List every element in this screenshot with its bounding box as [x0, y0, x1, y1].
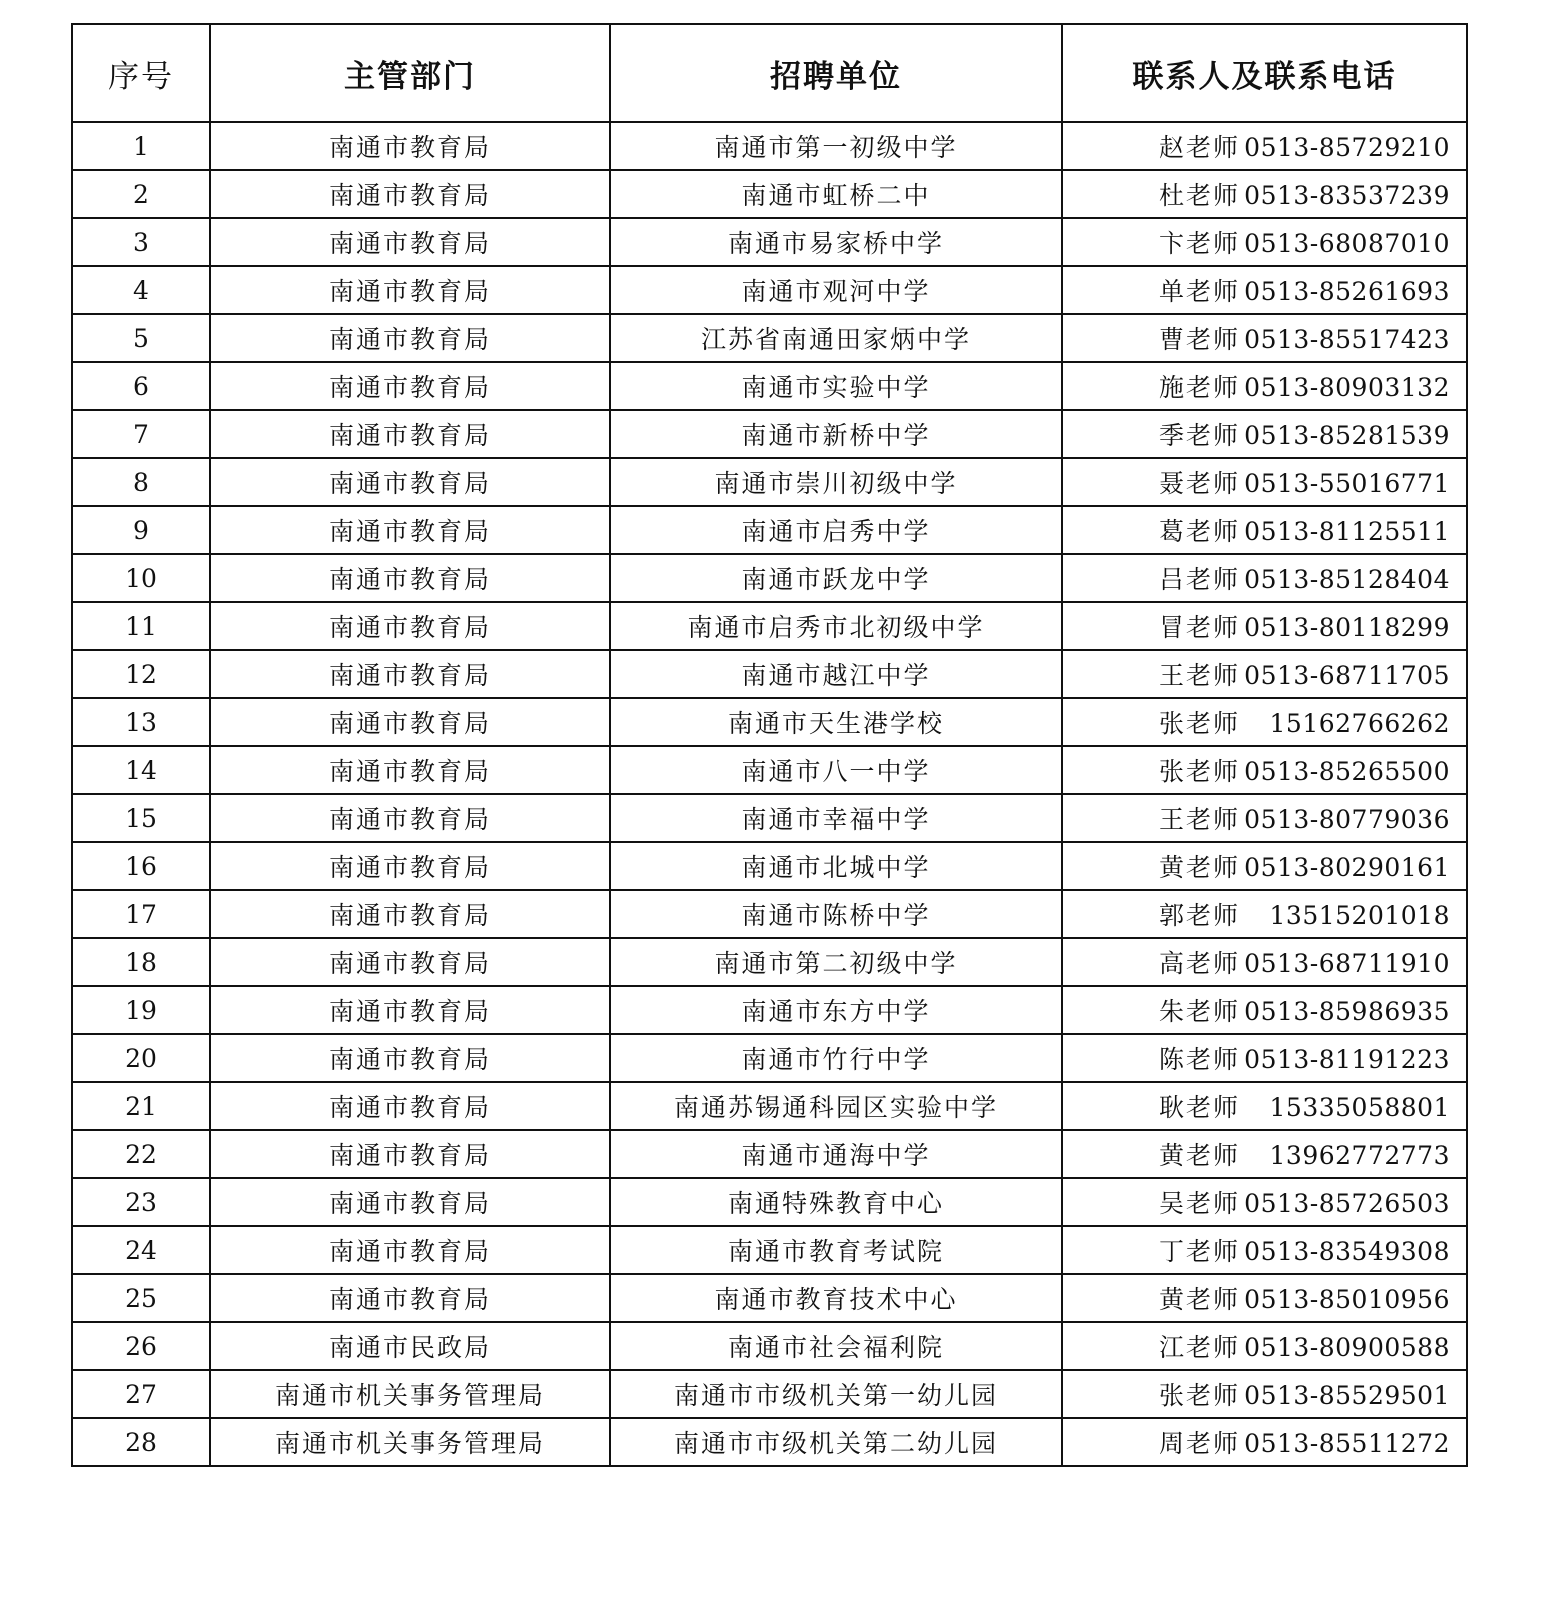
- cell-recruiting-unit: 南通市新桥中学: [610, 410, 1062, 458]
- cell-department: 南通市机关事务管理局: [210, 1370, 610, 1418]
- table-row: [72, 362, 1467, 410]
- contact-phone: 15335058801: [1269, 1093, 1450, 1122]
- cell-contact: [1062, 746, 1467, 794]
- cell-department: 南通市教育局: [210, 122, 610, 170]
- cell-contact: [1062, 1274, 1467, 1322]
- table-row: [72, 1274, 1467, 1322]
- cell-department: 南通市教育局: [210, 794, 610, 842]
- cell-recruiting-unit: 南通市陈桥中学: [610, 890, 1062, 938]
- table-row: [72, 554, 1467, 602]
- cell-department: 南通市教育局: [210, 890, 610, 938]
- cell-contact: [1062, 794, 1467, 842]
- cell-serial-number: 10: [72, 554, 210, 602]
- contact-phone: 0513-55016771: [1244, 469, 1450, 498]
- cell-department: 南通市教育局: [210, 1034, 610, 1082]
- cell-recruiting-unit: 南通市通海中学: [610, 1130, 1062, 1178]
- contact-name: 张老师: [1158, 709, 1240, 738]
- contact-phone: 0513-68711910: [1244, 949, 1450, 978]
- contact-name: 张老师: [1158, 757, 1240, 786]
- cell-serial-number: 13: [72, 698, 210, 746]
- contact-phone: 0513-85265500: [1244, 757, 1450, 786]
- cell-contact: [1062, 266, 1467, 314]
- cell-serial-number: 6: [72, 362, 210, 410]
- cell-department: 南通市教育局: [210, 170, 610, 218]
- cell-serial-number: 17: [72, 890, 210, 938]
- cell-serial-number: 1: [72, 122, 210, 170]
- contact-phone: 0513-80903132: [1244, 373, 1450, 402]
- contact-name: 郭老师: [1158, 901, 1240, 930]
- cell-recruiting-unit: 南通市社会福利院: [610, 1322, 1062, 1370]
- table-row: [72, 410, 1467, 458]
- cell-department: 南通市教育局: [210, 1178, 610, 1226]
- cell-contact: [1062, 506, 1467, 554]
- cell-department: 南通市教育局: [210, 410, 610, 458]
- table-row: [72, 602, 1467, 650]
- cell-department: 南通市教育局: [210, 1082, 610, 1130]
- cell-contact: [1062, 314, 1467, 362]
- header-department: 主管部门: [210, 24, 610, 122]
- cell-recruiting-unit: 江苏省南通田家炳中学: [610, 314, 1062, 362]
- cell-department: 南通市民政局: [210, 1322, 610, 1370]
- cell-contact: [1062, 1370, 1467, 1418]
- cell-department: 南通市教育局: [210, 506, 610, 554]
- table-row: [72, 1322, 1467, 1370]
- cell-serial-number: 16: [72, 842, 210, 890]
- cell-contact: [1062, 890, 1467, 938]
- contact-phone: 0513-68087010: [1244, 229, 1450, 258]
- cell-serial-number: 3: [72, 218, 210, 266]
- contact-phone: 0513-85726503: [1244, 1189, 1450, 1218]
- contact-phone: 0513-85261693: [1244, 277, 1450, 306]
- cell-serial-number: 18: [72, 938, 210, 986]
- cell-contact: [1062, 458, 1467, 506]
- contact-phone: 0513-85010956: [1244, 1285, 1450, 1314]
- contact-name: 黄老师: [1158, 853, 1240, 882]
- contact-phone: 0513-85986935: [1244, 997, 1450, 1026]
- header-recruiting-unit: 招聘单位: [610, 24, 1062, 122]
- contact-name: 聂老师: [1158, 469, 1240, 498]
- contact-name: 杜老师: [1158, 181, 1240, 210]
- table-row: [72, 458, 1467, 506]
- cell-department: 南通市教育局: [210, 602, 610, 650]
- cell-contact: [1062, 1130, 1467, 1178]
- cell-serial-number: 8: [72, 458, 210, 506]
- cell-recruiting-unit: 南通市实验中学: [610, 362, 1062, 410]
- cell-contact: [1062, 410, 1467, 458]
- cell-recruiting-unit: 南通特殊教育中心: [610, 1178, 1062, 1226]
- cell-contact: [1062, 170, 1467, 218]
- cell-department: 南通市教育局: [210, 554, 610, 602]
- cell-contact: [1062, 650, 1467, 698]
- cell-contact: [1062, 986, 1467, 1034]
- contact-name: 黄老师: [1158, 1285, 1240, 1314]
- contact-phone: 13515201018: [1269, 901, 1450, 930]
- cell-serial-number: 12: [72, 650, 210, 698]
- cell-department: 南通市教育局: [210, 1274, 610, 1322]
- contact-phone: 0513-81191223: [1244, 1045, 1450, 1074]
- cell-department: 南通市教育局: [210, 218, 610, 266]
- cell-contact: [1062, 122, 1467, 170]
- contact-phone: 0513-85729210: [1244, 133, 1450, 162]
- cell-recruiting-unit: 南通市教育考试院: [610, 1226, 1062, 1274]
- cell-recruiting-unit: 南通市天生港学校: [610, 698, 1062, 746]
- contact-name: 张老师: [1158, 1381, 1240, 1410]
- cell-serial-number: 4: [72, 266, 210, 314]
- table-row: [72, 1082, 1467, 1130]
- cell-contact: [1062, 1034, 1467, 1082]
- cell-recruiting-unit: 南通市八一中学: [610, 746, 1062, 794]
- cell-recruiting-unit: 南通市跃龙中学: [610, 554, 1062, 602]
- table-header: [72, 24, 1467, 122]
- cell-serial-number: 22: [72, 1130, 210, 1178]
- contact-name: 葛老师: [1158, 517, 1240, 546]
- contact-name: 黄老师: [1158, 1141, 1240, 1170]
- contact-name: 季老师: [1158, 421, 1240, 450]
- table-row: [72, 842, 1467, 890]
- cell-contact: [1062, 1226, 1467, 1274]
- cell-serial-number: 21: [72, 1082, 210, 1130]
- table-row: [72, 122, 1467, 170]
- contact-name: 吴老师: [1158, 1189, 1240, 1218]
- contact-phone: 15162766262: [1269, 709, 1450, 738]
- contact-name: 丁老师: [1158, 1237, 1240, 1266]
- cell-department: 南通市教育局: [210, 698, 610, 746]
- cell-department: 南通市教育局: [210, 746, 610, 794]
- cell-contact: [1062, 218, 1467, 266]
- table-row: [72, 1370, 1467, 1418]
- header-row: [72, 24, 1467, 122]
- cell-contact: [1062, 1418, 1467, 1466]
- recruitment-contact-table: [71, 23, 1468, 1467]
- table-row: [72, 1178, 1467, 1226]
- contact-name: 周老师: [1158, 1429, 1240, 1458]
- cell-serial-number: 20: [72, 1034, 210, 1082]
- cell-contact: [1062, 1322, 1467, 1370]
- contact-phone: 13962772773: [1269, 1141, 1450, 1170]
- contact-name: 陈老师: [1158, 1045, 1240, 1074]
- contact-phone: 0513-81125511: [1244, 517, 1450, 546]
- cell-serial-number: 9: [72, 506, 210, 554]
- cell-recruiting-unit: 南通市第二初级中学: [610, 938, 1062, 986]
- cell-department: 南通市教育局: [210, 458, 610, 506]
- cell-recruiting-unit: 南通市竹行中学: [610, 1034, 1062, 1082]
- cell-contact: [1062, 554, 1467, 602]
- table-row: [72, 1226, 1467, 1274]
- contact-name: 江老师: [1158, 1333, 1240, 1362]
- contact-name: 施老师: [1158, 373, 1240, 402]
- cell-department: 南通市教育局: [210, 266, 610, 314]
- cell-recruiting-unit: 南通市启秀中学: [610, 506, 1062, 554]
- cell-serial-number: 27: [72, 1370, 210, 1418]
- table-row: [72, 794, 1467, 842]
- cell-serial-number: 26: [72, 1322, 210, 1370]
- contact-name: 王老师: [1158, 661, 1240, 690]
- cell-department: 南通市教育局: [210, 842, 610, 890]
- cell-department: 南通市教育局: [210, 362, 610, 410]
- table-row: [72, 986, 1467, 1034]
- contact-name: 耿老师: [1158, 1093, 1240, 1122]
- contact-phone: 0513-68711705: [1244, 661, 1450, 690]
- contact-name: 赵老师: [1158, 133, 1240, 162]
- contact-phone: 0513-80118299: [1244, 613, 1450, 642]
- contact-phone: 0513-83537239: [1244, 181, 1450, 210]
- cell-recruiting-unit: 南通市市级机关第二幼儿园: [610, 1418, 1062, 1466]
- cell-contact: [1062, 1082, 1467, 1130]
- cell-serial-number: 28: [72, 1418, 210, 1466]
- contact-name: 王老师: [1158, 805, 1240, 834]
- table-row: [72, 698, 1467, 746]
- contact-name: 单老师: [1158, 277, 1240, 306]
- table-row: [72, 506, 1467, 554]
- cell-serial-number: 5: [72, 314, 210, 362]
- contact-phone: 0513-85128404: [1244, 565, 1450, 594]
- table-row: [72, 1418, 1467, 1466]
- cell-recruiting-unit: 南通市启秀市北初级中学: [610, 602, 1062, 650]
- cell-serial-number: 25: [72, 1274, 210, 1322]
- table-row: [72, 314, 1467, 362]
- cell-recruiting-unit: 南通市第一初级中学: [610, 122, 1062, 170]
- cell-serial-number: 23: [72, 1178, 210, 1226]
- cell-contact: [1062, 1178, 1467, 1226]
- contact-name: 卞老师: [1158, 229, 1240, 258]
- table-row: [72, 218, 1467, 266]
- cell-recruiting-unit: 南通市易家桥中学: [610, 218, 1062, 266]
- cell-recruiting-unit: 南通市幸福中学: [610, 794, 1062, 842]
- cell-serial-number: 19: [72, 986, 210, 1034]
- table-row: [72, 170, 1467, 218]
- cell-recruiting-unit: 南通市观河中学: [610, 266, 1062, 314]
- table-body: [72, 122, 1467, 1466]
- recruitment-contact-table-container: [71, 23, 1466, 1467]
- cell-recruiting-unit: 南通市虹桥二中: [610, 170, 1062, 218]
- cell-serial-number: 11: [72, 602, 210, 650]
- contact-name: 冒老师: [1158, 613, 1240, 642]
- cell-department: 南通市教育局: [210, 1130, 610, 1178]
- cell-contact: [1062, 602, 1467, 650]
- contact-phone: 0513-80900588: [1244, 1333, 1450, 1362]
- table-row: [72, 650, 1467, 698]
- table-row: [72, 746, 1467, 794]
- contact-name: 吕老师: [1158, 565, 1240, 594]
- contact-phone: 0513-85517423: [1244, 325, 1450, 354]
- contact-phone: 0513-80290161: [1244, 853, 1450, 882]
- cell-recruiting-unit: 南通市北城中学: [610, 842, 1062, 890]
- table-row: [72, 1034, 1467, 1082]
- contact-phone: 0513-83549308: [1244, 1237, 1450, 1266]
- cell-recruiting-unit: 南通苏锡通科园区实验中学: [610, 1082, 1062, 1130]
- cell-recruiting-unit: 南通市市级机关第一幼儿园: [610, 1370, 1062, 1418]
- cell-contact: [1062, 698, 1467, 746]
- cell-serial-number: 2: [72, 170, 210, 218]
- cell-department: 南通市教育局: [210, 986, 610, 1034]
- cell-serial-number: 14: [72, 746, 210, 794]
- cell-department: 南通市教育局: [210, 314, 610, 362]
- header-contact: 联系人及联系电话: [1062, 24, 1467, 122]
- cell-contact: [1062, 938, 1467, 986]
- cell-department: 南通市教育局: [210, 650, 610, 698]
- cell-department: 南通市教育局: [210, 1226, 610, 1274]
- cell-contact: [1062, 842, 1467, 890]
- cell-recruiting-unit: 南通市东方中学: [610, 986, 1062, 1034]
- table-row: [72, 938, 1467, 986]
- cell-recruiting-unit: 南通市教育技术中心: [610, 1274, 1062, 1322]
- contact-name: 朱老师: [1158, 997, 1240, 1026]
- cell-serial-number: 24: [72, 1226, 210, 1274]
- contact-phone: 0513-85281539: [1244, 421, 1450, 450]
- cell-department: 南通市机关事务管理局: [210, 1418, 610, 1466]
- contact-name: 曹老师: [1158, 325, 1240, 354]
- contact-phone: 0513-85511272: [1244, 1429, 1450, 1458]
- cell-contact: [1062, 362, 1467, 410]
- contact-phone: 0513-80779036: [1244, 805, 1450, 834]
- table-row: [72, 1130, 1467, 1178]
- contact-name: 高老师: [1158, 949, 1240, 978]
- cell-recruiting-unit: 南通市越江中学: [610, 650, 1062, 698]
- header-serial-number: 序号: [72, 24, 210, 122]
- contact-phone: 0513-85529501: [1244, 1381, 1450, 1410]
- cell-recruiting-unit: 南通市崇川初级中学: [610, 458, 1062, 506]
- table-row: [72, 266, 1467, 314]
- cell-serial-number: 7: [72, 410, 210, 458]
- cell-department: 南通市教育局: [210, 938, 610, 986]
- table-row: [72, 890, 1467, 938]
- cell-serial-number: 15: [72, 794, 210, 842]
